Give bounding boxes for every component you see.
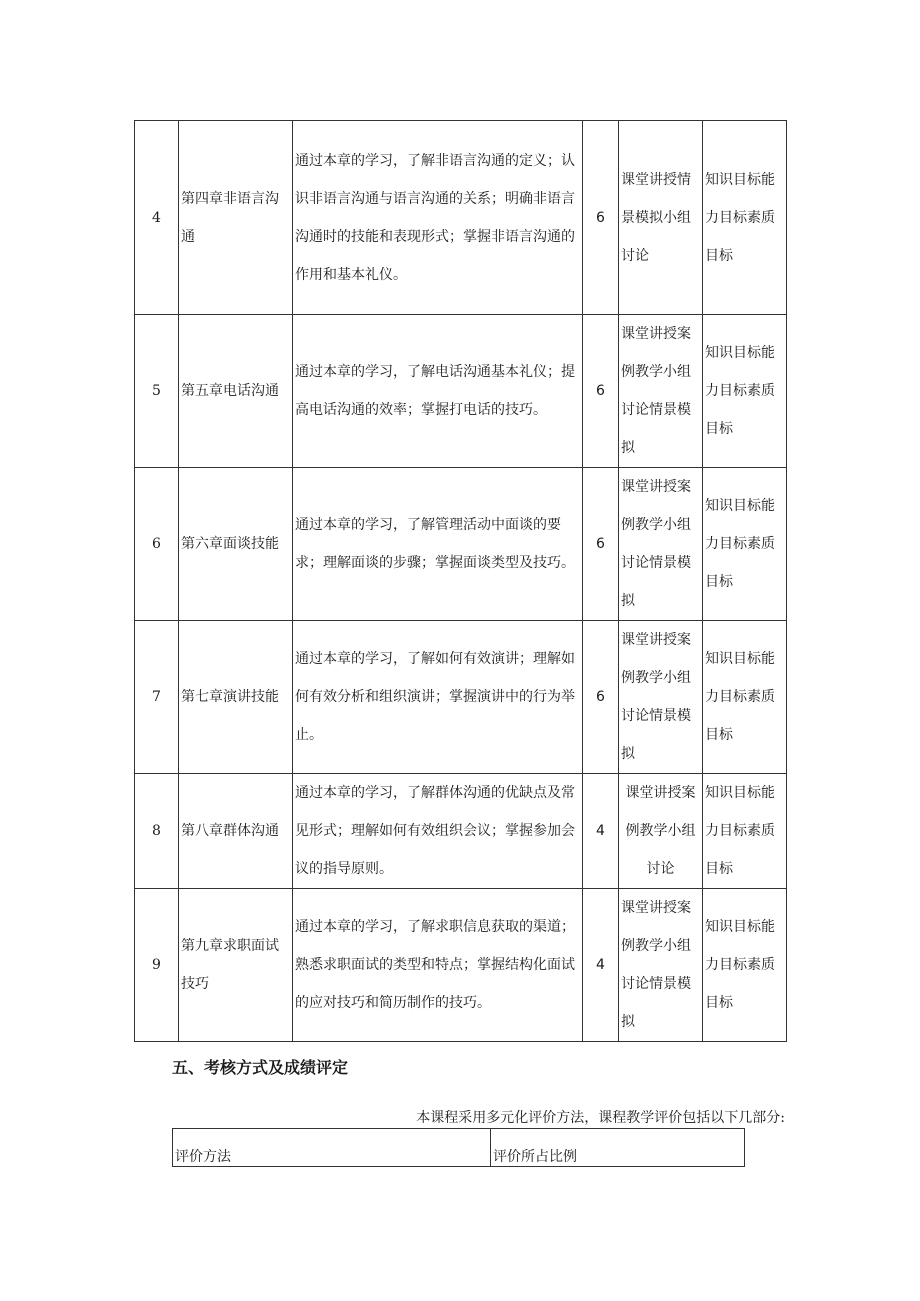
table-row [135, 889, 787, 1042]
course-schedule-table [134, 120, 787, 1042]
chapter-title: 第六章面谈技能 [179, 468, 293, 621]
table-row [135, 621, 787, 774]
eval-ratio-header: 评价所占比例 [491, 1129, 745, 1167]
chapter-title: 第七章演讲技能 [179, 621, 293, 774]
teaching-method: 课堂讲授案例教学小组讨论情景模拟 [619, 889, 703, 1042]
chapter-content: 通过本章的学习，了解求职信息获取的渠道；熟悉求职面试的类型和特点；掌握结构化面试的应对技巧和简历制作的技巧。 [293, 889, 583, 1042]
teaching-goals: 知识目标能力目标素质目标 [703, 121, 787, 315]
chapter-hours: 6 [583, 468, 619, 621]
teaching-method: 课堂讲授案例教学小组讨论情景模拟 [619, 621, 703, 774]
section-heading: 五、考核方式及成绩评定 [172, 1058, 349, 1077]
chapter-hours: 4 [583, 889, 619, 1042]
chapter-title: 第九章求职面试技巧 [179, 889, 293, 1042]
table-row [135, 121, 787, 315]
chapter-content: 通过本章的学习，了解管理活动中面谈的要求；理解面谈的步骤；掌握面谈类型及技巧。 [293, 468, 583, 621]
chapter-content: 通过本章的学习，了解电话沟通基本礼仪；提高电话沟通的效率；掌握打电话的技巧。 [293, 315, 583, 468]
chapter-title: 第四章非语言沟通 [179, 121, 293, 315]
table-row [173, 1129, 745, 1167]
evaluation-table [172, 1128, 745, 1167]
chapter-title: 第五章电话沟通 [179, 315, 293, 468]
evaluation-intro: 本课程采用多元化评价方法，课程教学评价包括以下几部分: [416, 1110, 785, 1126]
table-row [135, 774, 787, 889]
teaching-method: 课堂讲授案例教学小组讨论 [619, 774, 703, 889]
teaching-goals: 知识目标能力目标素质目标 [703, 621, 787, 774]
table-row [135, 468, 787, 621]
teaching-method: 课堂讲授案例教学小组讨论情景模拟 [619, 468, 703, 621]
teaching-method: 课堂讲授案例教学小组讨论情景模拟 [619, 315, 703, 468]
chapter-content: 通过本章的学习，了解如何有效演讲；理解如何有效分析和组织演讲；掌握演讲中的行为举止。 [293, 621, 583, 774]
eval-method-header: 评价方法 [173, 1129, 491, 1167]
table-row [135, 315, 787, 468]
chapter-title: 第八章群体沟通 [179, 774, 293, 889]
chapter-number: 5 [135, 315, 179, 468]
teaching-goals: 知识目标能力目标素质目标 [703, 315, 787, 468]
chapter-hours: 6 [583, 121, 619, 315]
chapter-hours: 6 [583, 315, 619, 468]
chapter-number: 8 [135, 774, 179, 889]
chapter-hours: 6 [583, 621, 619, 774]
chapter-hours: 4 [583, 774, 619, 889]
chapter-number: 4 [135, 121, 179, 315]
chapter-content: 通过本章的学习，了解非语言沟通的定义；认识非语言沟通与语言沟通的关系；明确非语言沟通时的技能和表现形式；掌握非语言沟通的作用和基本礼仪。 [293, 121, 583, 315]
chapter-number: 9 [135, 889, 179, 1042]
teaching-goals: 知识目标能力目标素质目标 [703, 774, 787, 889]
chapter-number: 6 [135, 468, 179, 621]
teaching-goals: 知识目标能力目标素质目标 [703, 889, 787, 1042]
chapter-number: 7 [135, 621, 179, 774]
teaching-method: 课堂讲授情景模拟小组讨论 [619, 121, 703, 315]
chapter-content: 通过本章的学习，了解群体沟通的优缺点及常见形式；理解如何有效组织会议；掌握参加会议的指导原则。 [293, 774, 583, 889]
teaching-goals: 知识目标能力目标素质目标 [703, 468, 787, 621]
